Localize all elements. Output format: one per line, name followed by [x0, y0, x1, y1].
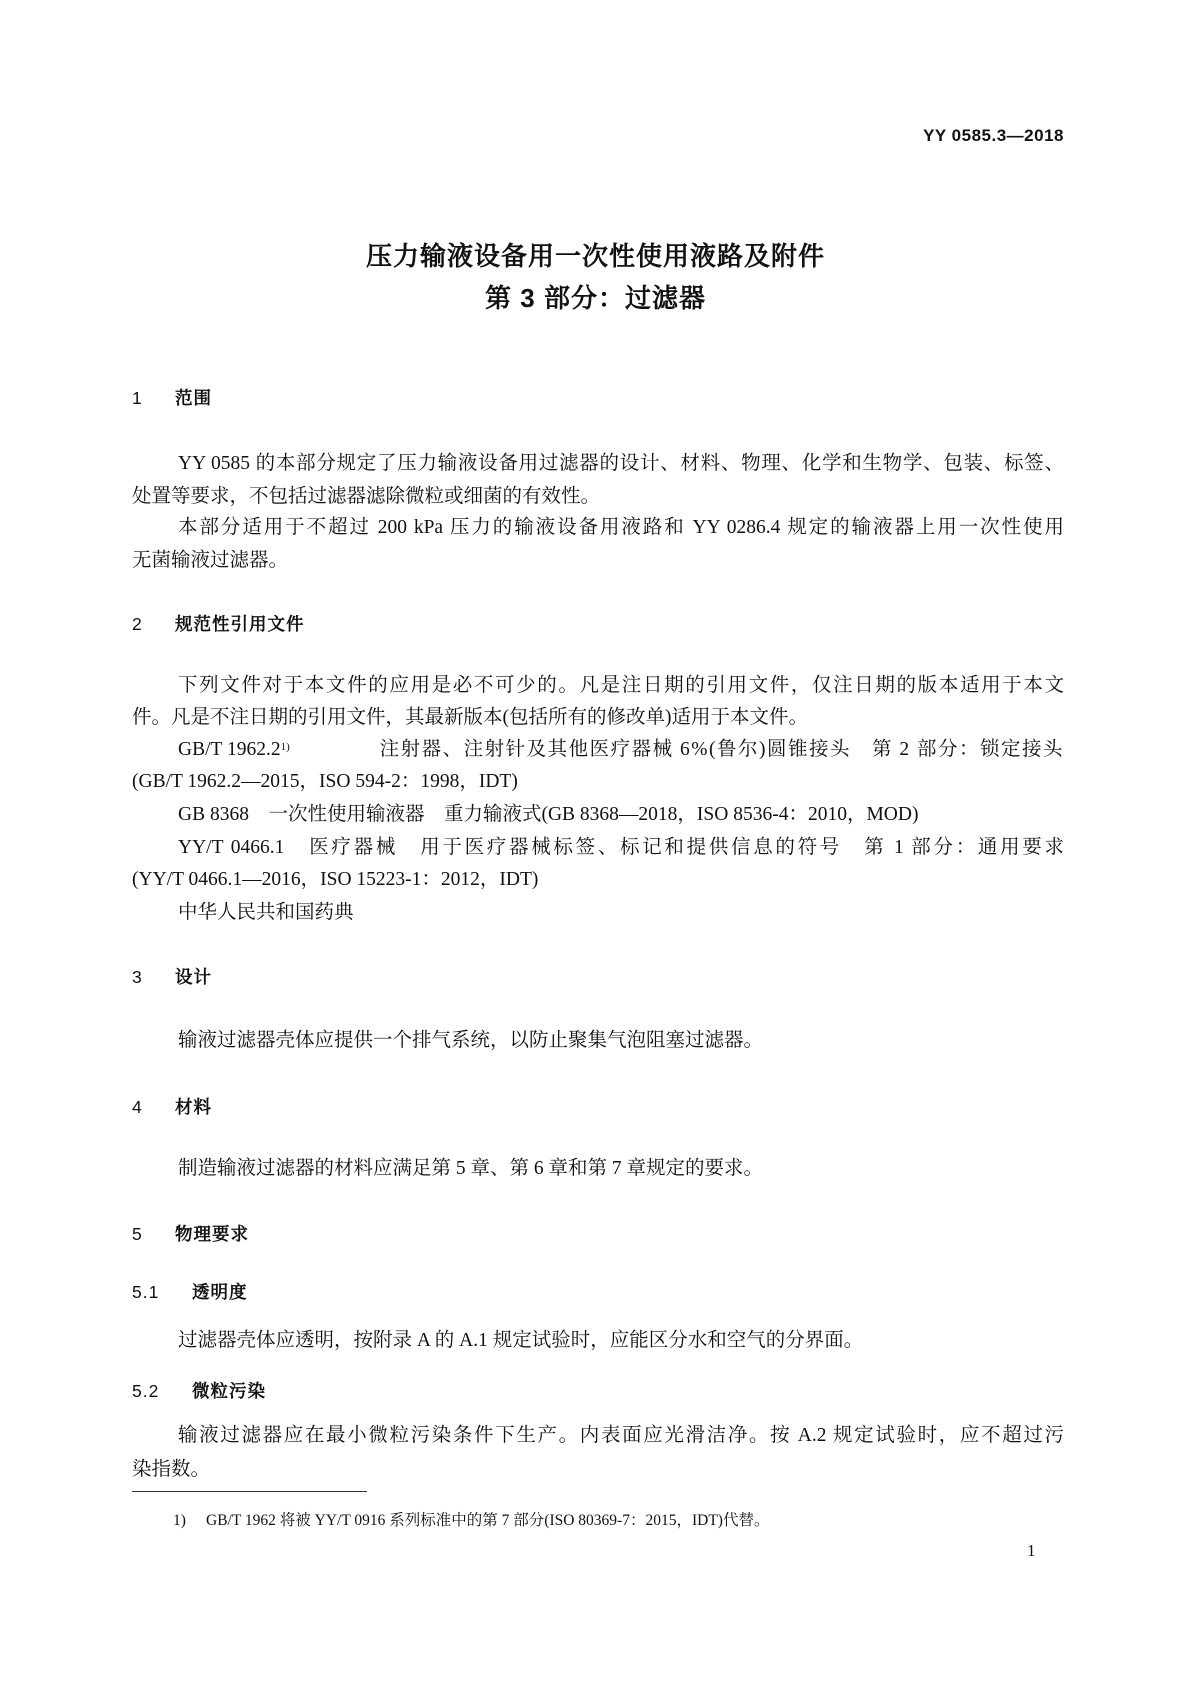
- paragraph-line: 下列文件对于本文件的应用是必不可少的。凡是注日期的引用文件，仅注日期的版本适用于本文: [178, 675, 1064, 696]
- section-title: 透明度: [192, 1282, 248, 1302]
- subsection-heading-particulate-contamination: [132, 1378, 266, 1403]
- section-title: 微粒污染: [192, 1381, 266, 1401]
- section-number: 2: [132, 614, 143, 634]
- footnote-marker[interactable]: 1): [280, 741, 290, 753]
- section-heading-scope: [132, 385, 212, 410]
- paragraph-line: 染指数。: [132, 1459, 211, 1480]
- reference-entry-gbt1962: [178, 737, 1064, 763]
- section-title: 规范性引用文件: [175, 614, 305, 634]
- subsection-heading-transparency: [132, 1279, 248, 1304]
- paragraph-line: 件。凡是不注日期的引用文件，其最新版本(包括所有的修改单)适用于本文件。: [132, 707, 808, 728]
- page-number: 1: [1027, 1541, 1036, 1560]
- paragraph-line: 制造输液过滤器的材料应满足第 5 章、第 6 章和第 7 章规定的要求。: [178, 1158, 764, 1179]
- section-title: 范围: [175, 388, 212, 408]
- paragraph-line: 无菌输液过滤器。: [132, 550, 289, 571]
- footnote: [173, 1508, 769, 1530]
- document-title: 压力输液设备用一次性使用液路及附件: [365, 241, 825, 271]
- paragraph-line: 输液过滤器应在最小微粒污染条件下生产。内表面应光滑洁净。按 A.2 规定试验时，应不超过污: [178, 1425, 1064, 1446]
- section-title: 物理要求: [175, 1224, 249, 1244]
- reference-entry-pharmacopoeia: 中华人民共和国药典: [178, 902, 354, 923]
- section-number: 5.1: [132, 1282, 160, 1302]
- footnote-divider: [132, 1491, 367, 1492]
- section-title: 设计: [175, 967, 212, 987]
- section-heading-materials: [132, 1094, 212, 1119]
- footnote-number: 1): [173, 1512, 186, 1529]
- paragraph-line: (YY/T 0466.1—2016，ISO 15223-1：2012，IDT): [132, 869, 539, 890]
- paragraph-line: (GB/T 1962.2—2015，ISO 594-2：1998，IDT): [132, 771, 518, 792]
- footnote-text: GB/T 1962 将被 YY/T 0916 系列标准中的第 7 部分(ISO 80369-7：2015，IDT)代替。: [206, 1512, 770, 1529]
- section-heading-normative-references: [132, 611, 305, 636]
- section-number: 5.2: [132, 1381, 160, 1401]
- document-subtitle: 第 3 部分：过滤器: [485, 283, 706, 313]
- section-number: 4: [132, 1097, 143, 1117]
- reference-title: 注射器、注射针及其他医疗器械 6%(鲁尔)圆锥接头 第 2 部分：锁定接头: [379, 739, 1064, 760]
- section-number: 5: [132, 1224, 143, 1244]
- paragraph-line: 过滤器壳体应透明，按附录 A 的 A.1 规定试验时，应能区分水和空气的分界面。: [178, 1330, 864, 1351]
- section-title: 材料: [175, 1097, 212, 1117]
- section-number: 3: [132, 967, 143, 987]
- section-heading-physical-requirements: [132, 1221, 249, 1246]
- paragraph-line: 处置等要求，不包括过滤器滤除微粒或细菌的有效性。: [132, 486, 601, 507]
- reference-entry-gb8368: GB 8368 一次性使用输液器 重力输液式(GB 8368—2018，ISO 8536-4：2010，MOD): [178, 804, 919, 825]
- reference-entry-yyt0466: YY/T 0466.1 医疗器械 用于医疗器械标签、标记和提供信息的符号 第 1 部分：通用要求: [178, 837, 1064, 858]
- paragraph-line: YY 0585 的本部分规定了压力输液设备用过滤器的设计、材料、物理、化学和生物学、包装、标签、: [178, 453, 1064, 474]
- section-number: 1: [132, 388, 143, 408]
- reference-code: GB/T 1962.2: [178, 739, 281, 760]
- section-heading-design: [132, 964, 212, 989]
- paragraph-line: 输液过滤器壳体应提供一个排气系统，以防止聚集气泡阻塞过滤器。: [178, 1030, 764, 1051]
- paragraph-line: 本部分适用于不超过 200 kPa 压力的输液设备用液路和 YY 0286.4 规定的输液器上用一次性使用: [178, 517, 1064, 538]
- standard-number-header: YY 0585.3—2018: [923, 126, 1064, 145]
